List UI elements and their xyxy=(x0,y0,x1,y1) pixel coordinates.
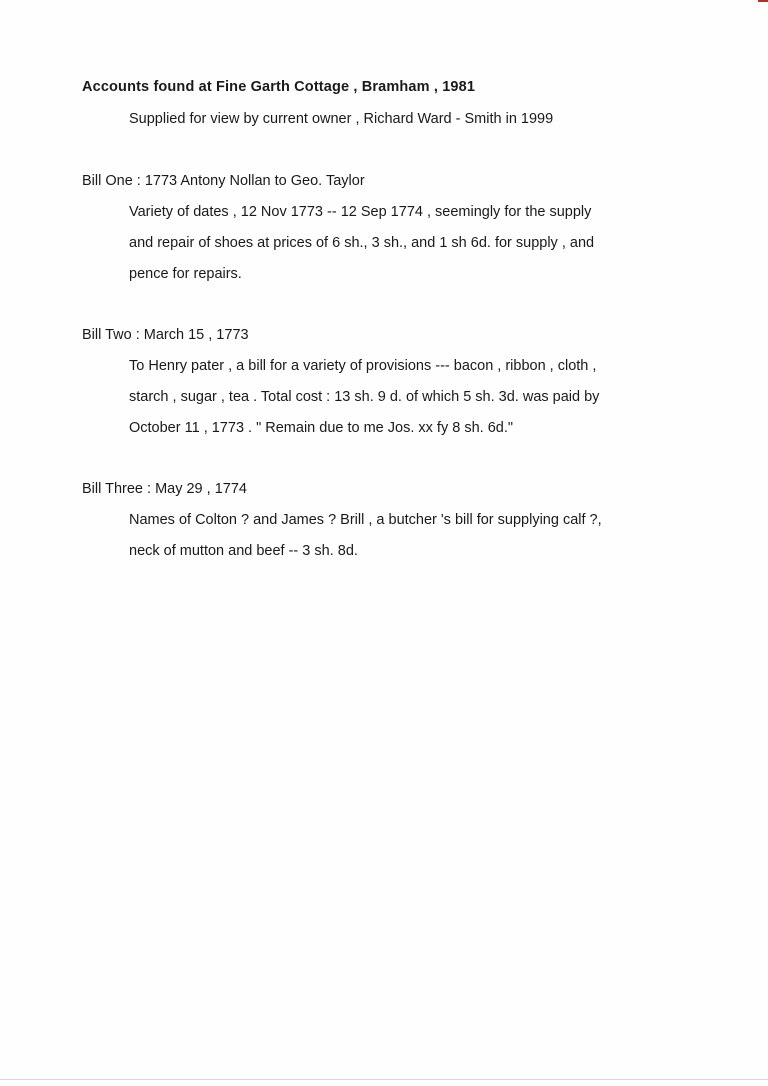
document-title: Accounts found at Fine Garth Cottage , Bramham , 1981 xyxy=(82,79,476,95)
bill-two-section xyxy=(82,320,702,444)
bill-two-line: starch , sugar , tea . Total cost : 13 sh. 9 d. of which 5 sh. 3d. was paid by xyxy=(129,389,600,405)
bill-two-heading: Bill Two : March 15 , 1773 xyxy=(82,327,249,343)
bill-two-body xyxy=(129,351,702,444)
bill-one-line: pence for repairs. xyxy=(129,266,242,282)
scan-bottom-edge xyxy=(0,1079,768,1080)
bill-three-line: neck of mutton and beef -- 3 sh. 8d. xyxy=(129,543,358,559)
bill-one-section xyxy=(82,166,702,290)
bill-three-heading: Bill Three : May 29 , 1774 xyxy=(82,481,247,497)
document-subtitle: Supplied for view by current owner , Richard Ward - Smith in 1999 xyxy=(129,111,554,127)
bill-three-line: Names of Colton ? and James ? Brill , a butcher 's bill for supplying calf ?, xyxy=(129,512,602,528)
bill-two-line: October 11 , 1773 . " Remain due to me Jos. xx fy 8 sh. 6d." xyxy=(129,420,513,436)
bill-one-line: Variety of dates , 12 Nov 1773 -- 12 Sep 1774 , seemingly for the supply xyxy=(129,204,592,220)
bill-two-line: To Henry pater , a bill for a variety of provisions --- bacon , ribbon , cloth , xyxy=(129,358,597,374)
bill-one-heading: Bill One : 1773 Antony Nollan to Geo. Taylor xyxy=(82,173,365,189)
bill-three-section xyxy=(82,474,702,567)
bill-one-body xyxy=(129,197,702,290)
bill-one-line: and repair of shoes at prices of 6 sh., 3 sh., and 1 sh 6d. for supply , and xyxy=(129,235,595,251)
scan-corner-mark xyxy=(758,0,768,2)
bill-three-body xyxy=(129,505,702,567)
